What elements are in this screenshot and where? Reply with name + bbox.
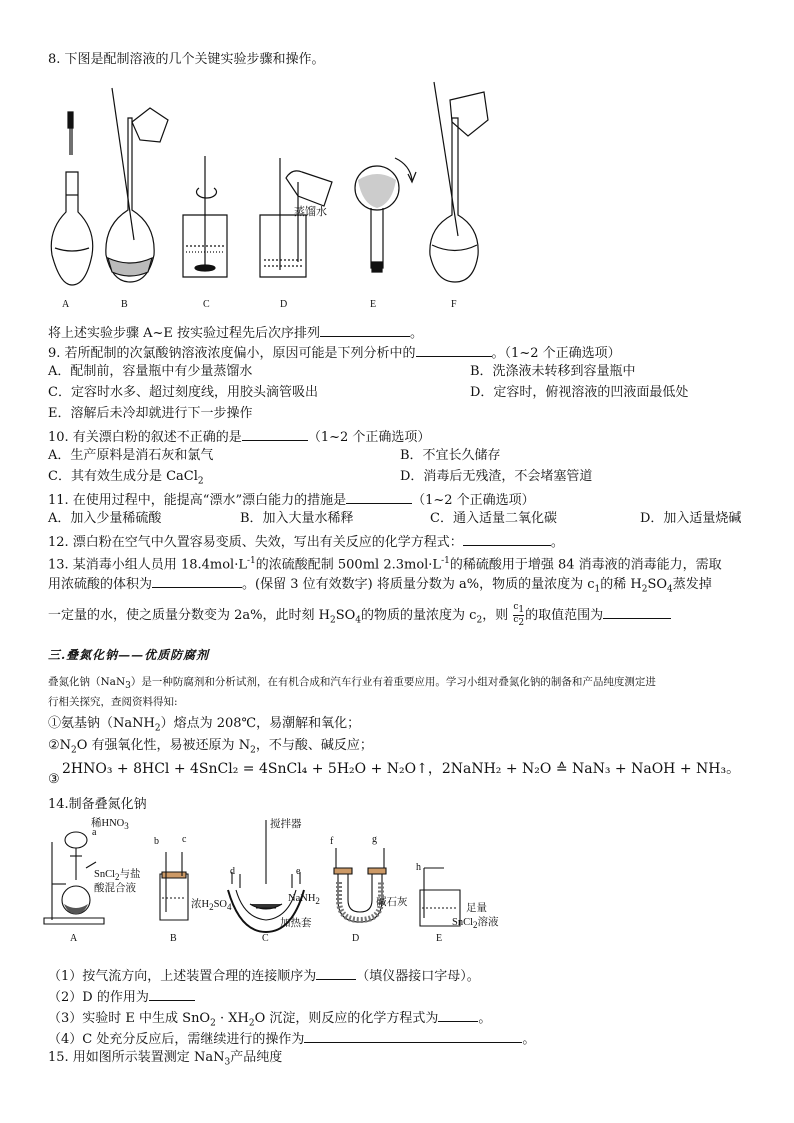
q10-answer-blank[interactable] (242, 426, 308, 441)
q12-answer-blank[interactable] (463, 531, 551, 546)
q13-line2: 用浓硫酸的体积为 。(保留 3 位有效数字) 将质量分数为 a%，物质的量浓度为 $c_1$的稀 $H_2SO_4$蒸发掉 (48, 573, 712, 599)
q13-fraction: $\frac{c_1}{c_2}$ (513, 602, 525, 628)
flask-a (51, 112, 92, 285)
q8-label-d: D (280, 299, 288, 310)
sec3-intro-2: 行相关探究，查阅资料得知: (48, 696, 178, 708)
flask-f (430, 82, 488, 282)
q11-option-b: B．加入大量水稀释 (240, 511, 354, 526)
q10-stem: 10. 有关漂白粉的叙述不正确的是 （1~2 个正确选项） (48, 426, 430, 447)
q14-s4: （4）C 处充分反应后，需继续进行的操作为 。 (48, 1028, 535, 1049)
port-a: a (92, 827, 97, 838)
port-f: f (330, 836, 334, 847)
app-label-c: C (262, 933, 269, 944)
port-h: h (416, 862, 421, 873)
apparatus-b (160, 852, 188, 920)
port-e: e (296, 866, 301, 877)
q8-order-line: 将上述实验步骤 A~E 按实验过程先后次序排列 。 (48, 322, 423, 343)
label-acid-mix: 酸混合液 (94, 883, 136, 894)
app-label-b: B (170, 933, 177, 944)
q10-option-b: B．不宜长久储存 (400, 448, 501, 463)
q9-option-c: C．定容时水多、超过刻度线，用胶头滴管吸出 (48, 385, 318, 400)
q8-water-label: 蒸馏水 (294, 206, 327, 218)
q14-s1: （1）按气流方向，上述装置合理的连接顺序为 （填仪器接口字母）。 (48, 965, 480, 986)
app-label-d: D (352, 933, 360, 944)
q9-stem: 9. 若所配制的次氯酸钠溶液浓度偏小，原因可能是下列分析中的 。（1~2 个正确选项） (48, 342, 621, 363)
q8-label-b: B (121, 299, 128, 310)
q9-option-d: D．定容时，俯视溶液的凹液面最低处 (470, 385, 689, 400)
beaker-c (183, 156, 227, 277)
label-h2so4: 浓$H_2SO_4$ (191, 899, 232, 913)
port-g: g (372, 834, 377, 845)
label-sncl2: SnCl$_2$与盐 (94, 869, 141, 883)
q11-stem: 11. 在使用过程中，能提高“漂水”漂白能力的措施是 （1~2 个正确选项） (48, 489, 535, 510)
label-jacket: 加热套 (280, 918, 312, 929)
q9-answer-blank[interactable] (416, 342, 492, 357)
q8-text: 8. 下图是配制溶液的几个关键实验步骤和操作。 (48, 52, 325, 67)
q11-option-d: D．加入适量烧碱 (640, 511, 742, 526)
q14-s4-blank[interactable] (304, 1028, 522, 1043)
q13-line3: 一定量的水，使之质量分数变为 2a%，此时刻 $H_2SO_4$的物质的量浓度为 $c_2$，则 $\frac{c_1}{c_2}$ 的取值范围为 (48, 603, 671, 629)
flask-e (355, 158, 416, 272)
label-enough: 足量 (466, 903, 487, 914)
q14-s3: （3）实验时 E 中生成 $SnO_2 \cdot XH_2O$ 沉淀，则反应的化学方程式为 。 (48, 1007, 491, 1033)
sec3-intro-1: 叠氮化钠（NaN$_3$）是一种防腐剂和分析试剂，在有机合成和汽车行业有着重要应用。学习小组对叠氮化钠的制备和产品纯度测定进 (48, 676, 656, 692)
q10-option-d: D．消毒后无残渣，不会堵塞管道 (400, 469, 593, 484)
q14-s1-blank[interactable] (316, 965, 356, 980)
q9-option-b: B．洗涤液未转移到容量瓶中 (470, 364, 636, 379)
q11-answer-blank[interactable] (346, 489, 412, 504)
sec3-fact-1: ①氨基钠（NaNH$_2$）熔点为 208℃，易潮解和氧化； (48, 716, 361, 734)
q11-option-c: C．通入适量二氧化碳 (430, 511, 557, 526)
sec3-equation: 2HNO₃ + 8HCl + 4SnCl₂ = 4SnCl₄ + 5H₂O + N₂O↑，2NaNH₂ + N₂O ≙ NaN₃ + NaOH + NH₃。 (62, 761, 741, 777)
q9-option-a: A．配制前，容量瓶中有少量蒸馏水 (48, 364, 253, 379)
app-label-e: E (436, 933, 443, 944)
q14-s3-blank[interactable] (438, 1007, 478, 1022)
q8-answer-blank[interactable] (320, 322, 410, 337)
q14-s2-blank[interactable] (149, 986, 195, 1001)
sec3-fact-3-mark: ③ (48, 772, 60, 787)
q8-label-c: C (203, 299, 210, 310)
q10-option-a: A．生产原料是消石灰和氯气 (48, 448, 214, 463)
apparatus-d (334, 848, 386, 922)
q13-range-blank[interactable] (603, 604, 671, 619)
port-b: b (154, 836, 159, 847)
q13-line1: 13. 某消毒小组人员用 $18.4mol\cdot L^{-1}$的浓硫酸配制 500ml $2.3mol\cdot L^{-1}$的稀硫酸用于增强 84 消毒液的消毒能力，需取 (48, 556, 722, 573)
q8-label-f: F (451, 299, 457, 310)
sec3-fact-2: $②N_2O$ 有强氧化性，易被还原为 $N_2$，不与酸、碱反应； (48, 738, 373, 756)
port-c: c (182, 834, 187, 845)
q10-option-c: C．其有效生成分是 CaCl$_2$ (48, 469, 204, 487)
label-sncl2-solution: SnCl$_2$溶液 (452, 917, 499, 931)
flask-b (106, 88, 168, 282)
q9-option-e: E．溶解后未冷却就进行下一步操作 (48, 406, 253, 421)
q13-volume-blank[interactable] (152, 573, 242, 588)
label-stirrer: 搅拌器 (270, 819, 302, 830)
q8-label-e: E (370, 299, 377, 310)
label-nanh2: NaNH$_2$ (288, 893, 320, 907)
q12-line: 12. 漂白粉在空气中久置容易变质、失效，写出有关反应的化学方程式： 。 (48, 531, 564, 552)
q11-option-a: A．加入少量稀硫酸 (48, 511, 162, 526)
section-heading: 三.叠氮化钠——优质防腐剂 (48, 648, 210, 662)
q14-title: 14.制备叠氮化钠 (48, 797, 147, 812)
q15-line: 15. 用如图所示装置测定 NaN$_3$产品纯度 (48, 1050, 283, 1068)
app-label-a: A (70, 933, 78, 944)
q8-figure (0, 0, 794, 320)
label-hno3: 稀$HNO_3$ (91, 818, 129, 832)
label-lime: 碱石灰 (376, 897, 408, 908)
port-d: d (230, 866, 235, 877)
q14-s2: （2）D 的作用为 (48, 986, 195, 1007)
q8-label-a: A (62, 299, 70, 310)
